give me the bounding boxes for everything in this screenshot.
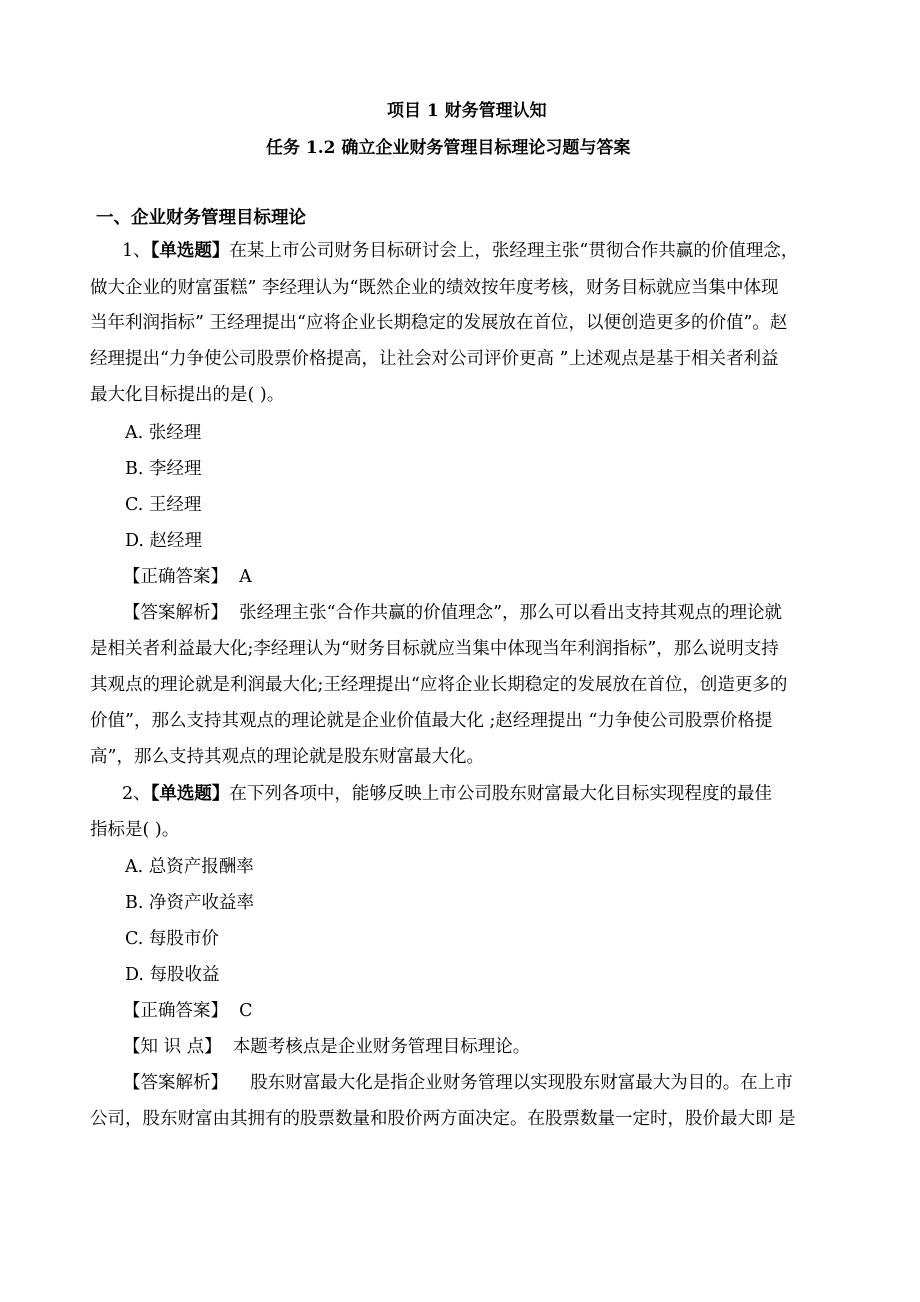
question-1-line: 做大企业的财富蛋糕” 李经理认为“既然企业的绩效按年度考核，财务目标就应当集中体现 bbox=[90, 278, 779, 298]
question-2-line: 在下列各项中，能够反映上市公司股东财富最大化目标实现程度的最佳 bbox=[229, 784, 772, 804]
question-2-option-d: D. 每股收益 bbox=[125, 965, 220, 985]
analysis-line: 公司，股东财富由其拥有的股票数量和股价两方面决定。在股票数量一定时，股价最大即 是 bbox=[90, 1109, 796, 1129]
question-2-option-b: B. 净资产收益率 bbox=[125, 893, 254, 913]
analysis-line: 股东财富最大化是指企业财务管理以实现股东财富最大为目的。在上市 bbox=[250, 1073, 793, 1093]
analysis-label: 【答案解析】 bbox=[123, 603, 228, 623]
question-2-first-line bbox=[122, 782, 772, 806]
knowledge-text: 本题考核点是企业财务管理目标理论。 bbox=[232, 1037, 531, 1057]
analysis-line: 价值”，那么支持其观点的理论就是企业价值最大化 ;赵经理提出 “力争使公司股票价格提 bbox=[90, 711, 773, 731]
question-1-option-c: C. 王经理 bbox=[125, 495, 202, 515]
page-subtitle: 任务 1.2 确立企业财务管理目标理论习题与答案 bbox=[266, 138, 631, 158]
analysis-line: 其观点的理论就是利润最大化;王经理提出“应将企业长期稳定的发展放在首位，创造更多的 bbox=[90, 675, 788, 695]
question-2-option-c: C. 每股市价 bbox=[125, 929, 219, 949]
question-2-number: 2、 bbox=[122, 784, 151, 804]
question-1-line: 最大化目标提出的是( )。 bbox=[90, 385, 285, 405]
question-2-line: 指标是( )。 bbox=[90, 820, 180, 840]
answer-label: 【正确答案】 bbox=[123, 567, 228, 587]
knowledge-label: 【知 识 点】 bbox=[123, 1037, 222, 1057]
answer-value: C bbox=[239, 1001, 253, 1021]
question-1-number: 1、 bbox=[122, 241, 151, 261]
question-1-type: 【单选题】 bbox=[150, 241, 230, 261]
answer-label: 【正确答案】 bbox=[123, 1001, 228, 1021]
question-2-option-a: A. 总资产报酬率 bbox=[125, 857, 254, 877]
analysis-line: 张经理主张“合作共赢的价值理念”，那么可以看出支持其观点的理论就 bbox=[239, 603, 783, 623]
analysis-label: 【答案解析】 bbox=[123, 1073, 228, 1093]
question-1-line: 当年利润指标” 王经理提出“应将企业长期稳定的发展放在首位，以便创造更多的价值”。赵 bbox=[90, 313, 788, 333]
question-1-first-line bbox=[122, 239, 798, 263]
question-2-type: 【单选题】 bbox=[150, 784, 230, 804]
question-1-line: 经理提出“力争使公司股票价格提高，让社会对公司评价更高 ”上述观点是基于相关者利益 bbox=[90, 349, 779, 369]
question-1-option-d: D. 赵经理 bbox=[125, 531, 203, 551]
question-1-option-b: B. 李经理 bbox=[125, 459, 202, 479]
question-1-analysis-first-line bbox=[123, 601, 782, 625]
question-2-answer bbox=[123, 999, 253, 1023]
page-title: 项目 1 财务管理认知 bbox=[387, 101, 547, 121]
analysis-line: 是相关者利益最大化;李经理认为“财务目标就应当集中体现当年利润指标”，那么说明支持 bbox=[90, 639, 779, 659]
answer-value: A bbox=[239, 567, 252, 587]
section-heading: 一、企业财务管理目标理论 bbox=[96, 208, 306, 228]
question-2-knowledge bbox=[123, 1035, 530, 1059]
analysis-line: 高”，那么支持其观点的理论就是股东财富最大化。 bbox=[90, 747, 484, 767]
question-1-answer bbox=[123, 565, 252, 589]
question-1-option-a: A. 张经理 bbox=[125, 423, 202, 443]
question-1-line: 在某上市公司财务目标研讨会上，张经理主张“贯彻合作共赢的价值理念， bbox=[229, 241, 799, 261]
question-2-analysis-first-line bbox=[123, 1071, 793, 1095]
